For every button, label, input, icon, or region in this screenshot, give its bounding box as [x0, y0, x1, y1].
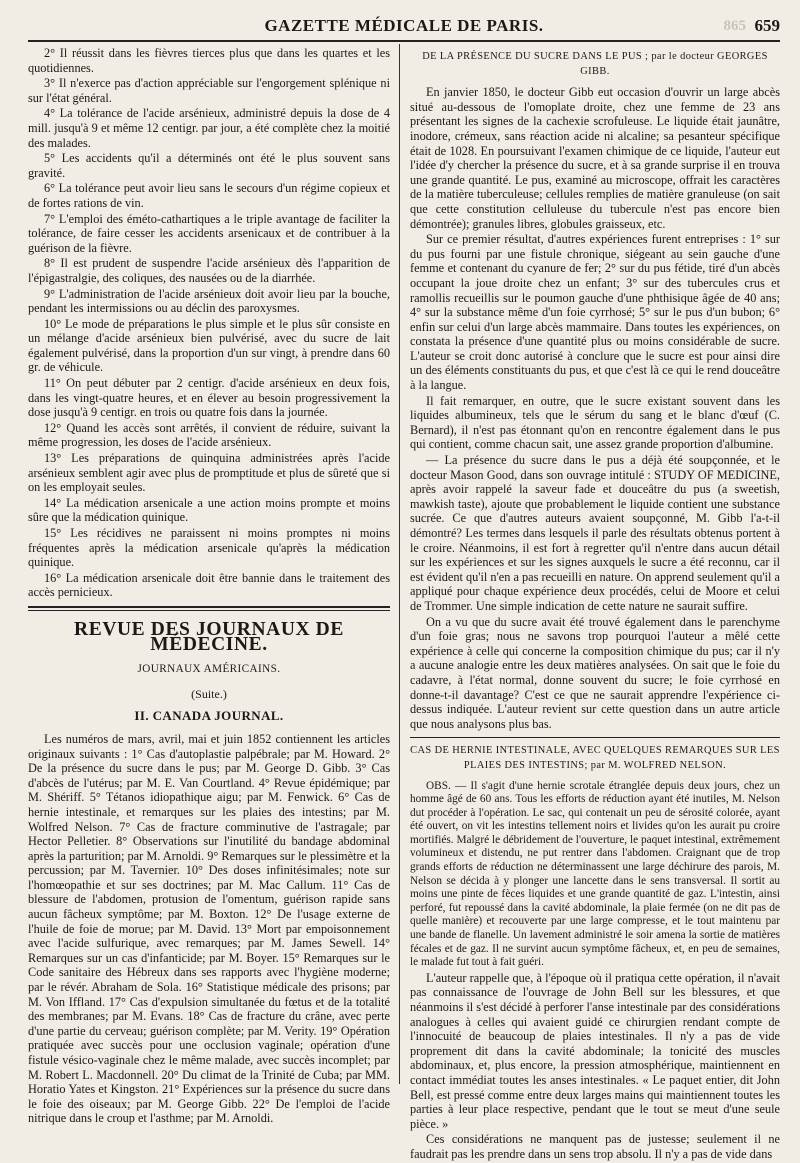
faded-page-number: 865: [723, 18, 746, 34]
canada-article-list: Les numéros de mars, avril, mai et juin 1852 contiennent les articles originaux suivants : 1° Cas d'autoplastie palpébrale; par M. Howard. 2° De la présence du sucre dans le pus; par M. George D. Gibb. 3° Cas d'abcès de l'utérus; par M. E. Van Courtland. 4° Revue épidémique; par M. Shériff. 5° Tétanos idiopathique aigu; par M. Fenwick. 6° Cas de hernie intestinale, et remarques sur les plaies des intestins; par M. Wolfred Nelson. 7° Cas de fracture comminutive de l'astragale; par Hector Pelletier. 8° Observations sur l'inutilité du bandage abdominal après la parturition; par M. Arnoldi. 9° Remarques sur le plessimètre et la percussion; par M. Tavernier. 10° Des doses infinitésimales; note sur l'homœopathie et sur ses doctrines; par M. Mac Callum. 11° Cas de blessure de l'abdomen, protusion de l'omentum, guérison rapide sans aucun fâcheux symptôme; par M. Boxton. 12° De l'usage externe de l'huile de foie de morue; par M. David. 13° Mort par empoisonnement avec l'acide sulfurique, avec remarques; par M. James Sewell. 14° Remarques sur un cas d'infanticide; par M. Boyer. 15° Remarques sur le Code sanitaire des Hébreux dans ses rapports avec l'hygiène moderne; par le révér. Abraham de Sola. 16° Statistique médicale des prisons; par M. Von Iffland. 17° Cas d'expulsion simultanée du fœtus et de la totalité des membranes; par M. Evans. 18° Cas de fracture du crâne, avec perte d'une partie du cerveau; guérison complète; par M. Verity. 19° Opération pratiquée avec succès pour une occlusion vaginale; opération d'une fistule vésico-vaginale chez le même malade, avec succès incomplet; par M. Robert L. Macdonnell. 20° Du climat de la Trinité de Cuba; par MM. Horatio Yates et Kingston. 21° Expériences sur la présence du sucre dans le foie des oiseaux; par M. George Gibb. 22° De l'emploi de l'acide nitrique dans le croup et l'asthme; par M. Arnoldi.: [28, 731, 390, 1126]
conclusion-item: 13° Les préparations de quinquina administrées après l'acide arsénieux semblent agir avec plus de promptitude et plus de sûreté que si on les employait seules.: [28, 451, 390, 495]
page-number: 659: [754, 16, 780, 35]
article-rule: [410, 737, 780, 738]
sucre-paragraph: Il fait remarquer, en outre, que le sucre existant souvent dans les liquides albumineux, tels que le sérum du sang et le blanc d'œuf (C. Bernard), il n'est pas étonnant qu'on en rencontre également dans le pus qui contient, comme chacun sait, une assez grande proportion d'albumine.: [410, 393, 780, 452]
conclusion-item: 7° L'emploi des éméto-cathartiques a le triple avantage de faciliter la tolérance, de faire cesser les accidents arsenicaux et de contribuer à la guérison de la fièvre.: [28, 211, 390, 255]
header-rule: [28, 40, 780, 42]
sucre-paragraph: En janvier 1850, le docteur Gibb eut occasion d'ouvrir un large abcès situé au-dessous de l'omoplate droite, chez une femme de 23 ans présentant les signes de la cachexie scrofuleuse. Le liquide était jaunâtre, inodore, crémeux, sans réaction acide ni alcaline; sa pesanteur spécifique était de 1028. En poursuivant l'examen chimique de ce liquide, l'auteur eut l'idée d'y chercher la présence du sucre, et à sa grande surprise il en trouva une grande quantité. Le pus, examiné au microscope, offrait les caractères de la matière tuberculeuse; cellules remplies de matière granuleuse (on sait que cette constitution celluleuse du tubercule n'est pas encore bien démontrée); granules libres, globules graisseux, etc.: [410, 85, 780, 231]
left-column: [28, 46, 390, 1127]
conclusion-item: 5° Les accidents qu'il a déterminés ont été le plus souvent sans gravité.: [28, 151, 390, 180]
conclusion-item: 15° Les récidives ne paraissent ni moins promptes ni moins fréquentes après la médication arsenicale qu'après la médication quinique.: [28, 526, 390, 570]
conclusion-item: 3° Il n'exerce pas d'action appréciable sur l'engorgement splénique ni sur l'état général.: [28, 76, 390, 105]
conclusion-item: 12° Quand les accès sont arrêtés, il convient de réduire, suivant la même progression, les doses de l'acide arsénieux.: [28, 420, 390, 450]
right-column: [410, 46, 780, 1163]
sucre-heading: DE LA PRÉSENCE DU SUCRE DANS LE PUS ; par le docteur GEORGES GIBB.: [422, 51, 768, 77]
revue-title: REVUE DES JOURNAUX DE MÉDECINE.: [74, 618, 344, 655]
journaux-heading: JOURNAUX AMÉRICAINS.: [137, 663, 281, 676]
conclusion-item: 2° Il réussit dans les fièvres tierces plus que dans les quartes et les quotidiennes.: [28, 46, 390, 75]
canada-heading: II. CANADA JOURNAL.: [134, 708, 284, 724]
conclusion-item: 4° La tolérance de l'acide arsénieux, administré depuis la dose de 4 mill. jusqu'à 9 et même 12 centigr. par jour, a été complète chez la moitié des malades.: [28, 106, 390, 150]
sucre-paragraph: On a vu que du sucre avait été trouvé également dans le parenchyme d'un foie gras; nous ne savons trop pourquoi l'auteur a mêlé cette expérience à celle qui concerne la composition chimique du pus; car il n'y a aucune analogie entre les deux matières analysées. On sait que le foie du cadavre, à l'état normal, donne souvent du sucre; le foie cyrrhosé en donne-t-il davantage? C'est ce que ne saurait apprendre l'expérience ci-dessus indiquée. L'auteur revient sur cette question dans un autre article que nous analysons plus bas.: [410, 614, 780, 731]
conclusion-item: 14° La médication arsenicale a une action moins prompte et moins sûre que la médication quinique.: [28, 495, 390, 525]
page-header: [28, 14, 780, 40]
sucre-paragraph: — La présence du sucre dans le pus a déjà été soupçonnée, et le docteur Mason Good, dans son ouvrage intitulé : STUDY OF MEDICINE, après avoir rappelé la saveur fade et douceâtre du pus (a sweetish, mawkish taste), ajoute que probablement le liquide contient une substance sucrée. Ce que d'autres auteurs avaient soupçonné, M. Gibb l'a-t-il démontré? Les termes dans lesquels il parle des résultats obtenus portent à le croire. Néanmoins, il est fort à regretter qu'il n'entre dans aucun détail sur les expériences et sur les signes auxquels le sucre a été reconnu, car il est évident qu'il n'en a pas recueilli en nature. On apprend seulement qu'il a appliqué pour chaque expérience deux procédés, celui de Moore et celui de Trommer. Une simple indication de cette nature ne saurait suffire.: [410, 453, 780, 613]
hernie-observation: OBS. — Il s'agit d'une hernie scrotale étranglée depuis deux jours, chez un homme âgé de 60 ans. Tous les efforts de réduction ayant été inutiles, M. Nelson dut procéder à l'opération. Le sac, qui contenait un peu de sérosité colorée, ayant été ouvert, on vit les intestins tellement noirs et livides qu'on les aurait pu croire mortifiés. Malgré le débridement de l'ouverture, le paquet intestinal, extrêmement volumineux et distendu, ne put rentrer dans l'abdomen. Craignant que de trop grands efforts de réduction ne déterminassent une large déchirure des parois, M. Nelson se décida à y plonger une lancette dans le sens transversal. Il sortit au moins une pinte de fèces liquides et une grande quantité de gaz. L'intestin, ainsi perforé, fut repoussé dans la cavité abdominale, la plaie fermée (on ne dit pas de quelle manière) et recouverte par une large compresse, et le tout maintenu par une bande de flanelle. Un lavement administré le soir amena la sortie de matières fécales et de gaz. Il ne survint aucun symptôme fâcheux, et, en peu de semaines, le malade fut tout à fait guéri.: [410, 779, 780, 969]
hernie-paragraph: L'auteur rappelle que, à l'époque où il pratiqua cette opération, il n'avait pas connaissance de l'ouvrage de John Bell sur les blessures, et que néanmoins il s'est décidé à perforer l'anse intestinale par des considérations analogues à celles qui avaient guidé ce chirurgien rendant compte de l'innocuité de beaucoup de plaies intestinales. Il n'y a pas de vide proprement dit dans la cavité abdominale; la tonicité des muscles abdominaux, et, plus encore, la pression atmosphérique, maintiennent en contact immédiat toutes les anses intestinales. « Le paquet entier, dit John Bell, est pressé comme entre deux larges mains qui maintiennent toutes les parties à leur place respective, pendant que le tout se meut d'une seule pièce. »: [410, 970, 780, 1131]
page-title: GAZETTE MÉDICALE DE PARIS.: [264, 16, 544, 35]
column-separator: [399, 44, 400, 1084]
conclusion-item: 11° On peut débuter par 2 centigr. d'acide arsénieux en deux fois, dans les vingt-quatre heures, et en élever au besoin progressivement la dose jusqu'à 9 centigr. en trois ou quatre fois dans la journée.: [28, 376, 390, 420]
conclusion-item: 9° L'administration de l'acide arsénieux doit avoir lieu par la bouche, pendant les intermissions ou au déclin des paroxysmes.: [28, 286, 390, 316]
conclusion-item: 8° Il est prudent de suspendre l'acide arsénieux dès l'apparition de l'épigastralgie, des coliques, des nausées ou de la diarrhée.: [28, 256, 390, 285]
conclusion-item: 16° La médication arsenicale doit être bannie dans le traitement des accès pernicieux.: [28, 570, 390, 600]
hernie-paragraph: Ces considérations ne manquent pas de justesse; seulement il ne faudrait pas les prendre dans un sens trop absolu. Il n'y a pas de vide dans: [410, 1132, 780, 1161]
conclusion-item: 6° La tolérance peut avoir lieu sans le secours d'un régime copieux et de fortes rations de vin.: [28, 181, 390, 210]
sucre-paragraph: Sur ce premier résultat, d'autres expériences furent entreprises : 1° sur du pus fourni par une fistule chronique, siégeant au sein gauche d'une femme et contenant du cyanure de fer; 2° sur du pus fétide, tiré d'un abcès occupant la joue droite chez un enfant; 3° sur des tubercules crus et ramollis recueillis sur le poumon gauche d'une phthisique âgée de 40 ans; 4° sur la substance même d'un foie cyrrhosé; 5° sur le pus d'un bubon; 6° enfin sur celui d'un large abcès mammaire. Dans toutes les expériences, on constata la présence d'une quantité plus ou moins considérable de sucre. L'auteur se croit donc autorisé à conclure que le sucre est pour ainsi dire un des éléments constituants du pus, et que c'est là ce qui le rend douceâtre à la langue.: [410, 232, 780, 393]
conclusion-item: 10° Le mode de préparations le plus simple et le plus sûr consiste en un mélange d'acide arsénieux bien pulvérisé, avec du sucre de lait également pulvérisé, dans la proportion d'un sur vingt, à prendre dans 60 gr. de véhicule.: [28, 316, 390, 375]
hernie-heading: CAS DE HERNIE INTESTINALE, AVEC QUELQUES REMARQUES SUR LES PLAIES DES INTESTINS; par M. WOLFRED NELSON.: [410, 745, 780, 771]
section-rule: [28, 606, 390, 611]
suite-label: (Suite.): [191, 686, 227, 701]
